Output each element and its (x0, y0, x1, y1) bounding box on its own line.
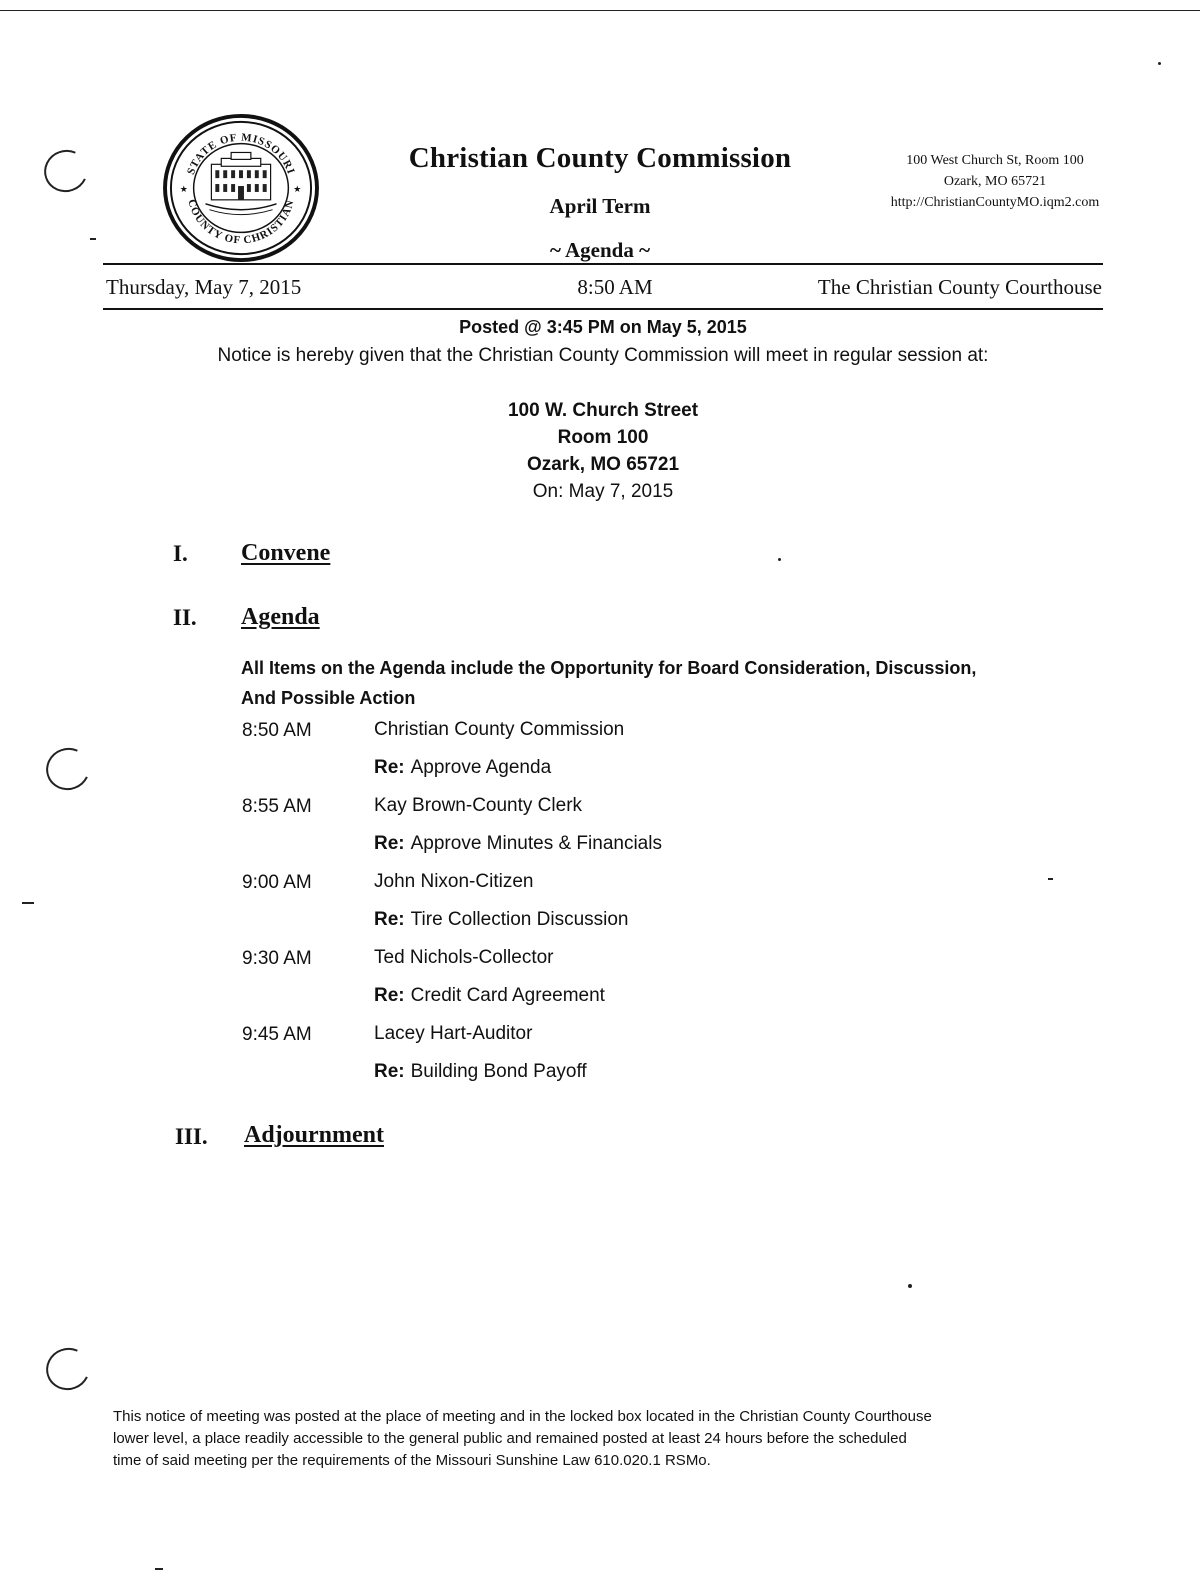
agenda-intro-line: And Possible Action (241, 688, 416, 708)
venue-street: 100 W. Church Street (507, 400, 699, 421)
disclaimer-line: This notice of meeting was posted at the place of meeting and in the locked box located in the Christian County Courthouse (113, 1408, 932, 1425)
scan-speck (1048, 878, 1053, 880)
agenda-item-time: 9:30 AM (242, 948, 312, 969)
agenda-item-presenter: John Nixon-Citizen (374, 871, 534, 892)
scan-speck (1158, 62, 1161, 65)
scan-top-edge (0, 10, 1200, 11)
punch-hole (40, 1342, 96, 1397)
agenda-item-topic (374, 985, 605, 1007)
section-number: I. (173, 541, 188, 566)
agenda-item-topic-text: Approve Minutes & Financials (410, 833, 662, 854)
agenda-item-topic-text: Approve Agenda (410, 757, 552, 778)
agenda-item-presenter: Christian County Commission (374, 719, 625, 740)
venue-room: Room 100 (557, 427, 649, 448)
posting-disclaimer (113, 1406, 1053, 1472)
section-title-adjournment: Adjournment (244, 1122, 385, 1148)
disclaimer-line: lower level, a place readily accessible to the general public and remained posted at least 24 hours before the scheduled (113, 1430, 907, 1447)
re-label: Re: (374, 909, 405, 930)
section-number: III. (175, 1124, 208, 1149)
agenda-item-time: 9:45 AM (242, 1024, 312, 1045)
document-title: Christian County Commission (408, 142, 792, 174)
section-title-agenda: Agenda (241, 604, 320, 630)
scan-speck (778, 558, 781, 561)
agenda-item-presenter: Lacey Hart-Auditor (374, 1023, 533, 1044)
commission-address (850, 150, 1140, 213)
re-label: Re: (374, 833, 405, 854)
svg-text:★: ★ (293, 183, 302, 194)
scan-speck (908, 1284, 912, 1288)
agenda-intro-line: All Items on the Agenda include the Opportunity for Board Consideration, Discussion, (241, 658, 977, 678)
agenda-item-time: 8:50 AM (242, 720, 312, 741)
address-url: http://ChristianCountyMO.iqm2.com (890, 195, 1100, 210)
agenda-item-time: 8:55 AM (242, 796, 312, 817)
agenda-item-topic (374, 1061, 587, 1083)
scan-speck (155, 1568, 163, 1570)
agenda-item-topic-text: Building Bond Payoff (410, 1061, 587, 1082)
agenda-heading: ~ Agenda ~ (549, 238, 651, 262)
agenda-item-presenter: Ted Nichols-Collector (374, 947, 554, 968)
svg-text:COUNTY OF CHRISTIAN: COUNTY OF CHRISTIAN (185, 198, 297, 247)
meeting-time: 8:50 AM (577, 275, 653, 299)
agenda-item-topic (374, 833, 662, 855)
meeting-place: The Christian County Courthouse (817, 275, 1102, 299)
meeting-date: Thursday, May 7, 2015 (106, 275, 302, 299)
section-number: II. (173, 605, 197, 630)
agenda-item-time: 9:00 AM (242, 872, 312, 893)
agenda-item-topic (374, 909, 629, 931)
venue-block (0, 397, 1200, 505)
posted-notice: Posted @ 3:45 PM on May 5, 2015 (459, 317, 747, 337)
disclaimer-line: time of said meeting per the requirements of the Missouri Sunshine Law 610.020.1 RSMo. (113, 1452, 711, 1469)
punch-hole (40, 742, 96, 797)
re-label: Re: (374, 1061, 405, 1082)
re-label: Re: (374, 985, 405, 1006)
venue-city: Ozark, MO 65721 (526, 454, 680, 475)
scan-speck (90, 238, 96, 240)
agenda-item-topic (374, 757, 551, 779)
punch-hole (38, 144, 94, 199)
svg-text:★: ★ (179, 183, 188, 194)
header-rule-top (103, 263, 1103, 265)
address-city: Ozark, MO 65721 (943, 174, 1047, 189)
venue-date: On: May 7, 2015 (532, 481, 674, 502)
term-label: April Term (549, 194, 651, 218)
address-street: 100 West Church St, Room 100 (906, 153, 1084, 168)
re-label: Re: (374, 757, 405, 778)
agenda-item-presenter: Kay Brown-County Clerk (374, 795, 583, 816)
scan-speck (22, 902, 34, 904)
header-rule-bottom (103, 308, 1103, 310)
county-seal-logo (162, 113, 320, 263)
section-title-convene: Convene (241, 540, 331, 566)
agenda-intro (241, 653, 1061, 713)
meeting-notice: Notice is hereby given that the Christian County Commission will meet in regular session at: (217, 345, 989, 366)
agenda-item-topic-text: Tire Collection Discussion (410, 909, 629, 930)
agenda-item-topic-text: Credit Card Agreement (410, 985, 605, 1006)
svg-text:STATE OF MISSOURI: STATE OF MISSOURI (184, 131, 298, 177)
